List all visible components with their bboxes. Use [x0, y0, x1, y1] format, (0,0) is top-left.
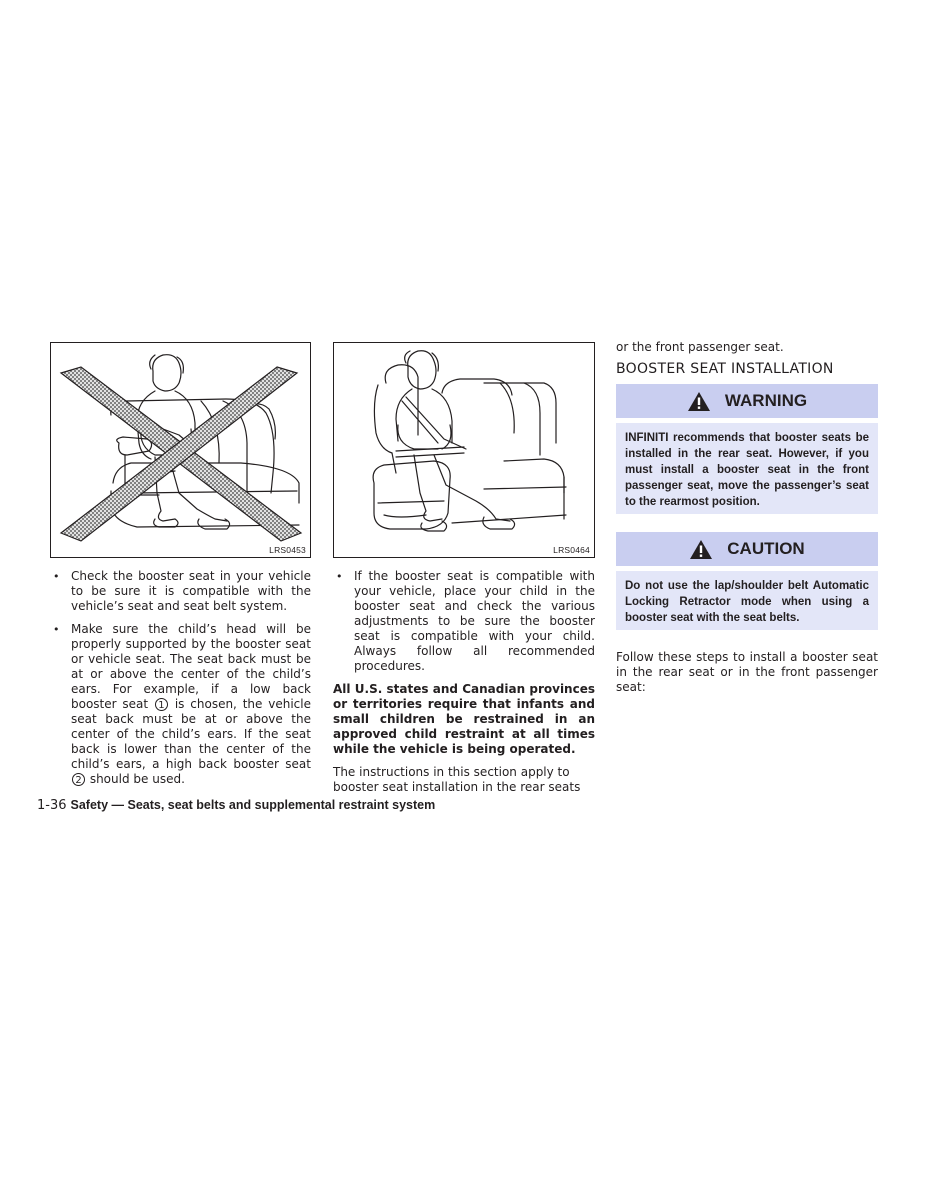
callout-marker-1: 1	[155, 698, 168, 711]
column-1-text	[50, 569, 311, 795]
figure-incorrect-booster	[50, 342, 311, 558]
section-title: BOOSTER SEAT INSTALLATION	[616, 361, 834, 377]
warning-label: WARNING	[724, 391, 808, 410]
figure-code: LRS0453	[269, 545, 306, 555]
illustration-child-in-high-back-booster	[334, 343, 594, 557]
warning-triangle-icon	[687, 391, 711, 412]
page-number: 1-36	[37, 798, 67, 813]
bullet-text: Make sure the child’s head will be properly supported by the booster seat or vehicle seat. The seat back must be at or above the center of the child’s ears. For example, if a low back booster seat	[71, 622, 311, 711]
page-footer	[37, 798, 435, 813]
caution-header	[616, 532, 878, 566]
bullet-place-child: • If the booster seat is compatible with your vehicle, place your child in the booster seat and check the various adjustments to be sure the booster seat is compatible with your child. Always follow all recommended procedures.	[333, 569, 595, 674]
column-2-text	[333, 569, 595, 803]
warning-body: INFINITI recommends that booster seats be installed in the rear seat. However, if you must install a booster seat in the front passenger seat, move the passenger’s seat to the rearmost position.	[616, 423, 878, 514]
figure-correct-booster	[333, 342, 595, 558]
continued-text: or the front passenger seat.	[616, 340, 784, 354]
bullet-text: is chosen, the vehicle seat back must be at or above the center of the child’s ears. If the seat back is lower than the center of the child’s ears, a high back booster seat	[71, 697, 311, 771]
illustration-child-in-low-booster-crossed	[51, 343, 310, 557]
chapter-title: Safety — Seats, seat belts and supplemental restraint system	[70, 798, 436, 812]
warning-header	[616, 384, 878, 418]
caution-triangle-icon	[689, 539, 713, 560]
figure-code: LRS0464	[553, 545, 590, 555]
caution-label: CAUTION	[727, 539, 805, 558]
caution-body: Do not use the lap/shoulder belt Automatic Locking Retractor mode when using a booster seat with the seat belts.	[616, 571, 878, 630]
bullet-child-head-support	[50, 622, 311, 787]
instructions-apply-text: The instructions in this section apply to booster seat installation in the rear seats	[333, 765, 581, 794]
regulation-notice: All U.S. states and Canadian provinces or territories require that infants and small children be restrained in an approved child restraint at all times while the vehicle is being operated.	[333, 682, 595, 756]
bullet-text: should be used.	[89, 772, 185, 786]
callout-marker-2: 2	[72, 773, 85, 786]
bullet-check-compatibility: • Check the booster seat in your vehicle to be sure it is compatible with the vehicle’s seat and seat belt system.	[50, 569, 311, 614]
follow-steps-text: Follow these steps to install a booster seat in the rear seat or in the front passenger seat:	[616, 650, 878, 694]
